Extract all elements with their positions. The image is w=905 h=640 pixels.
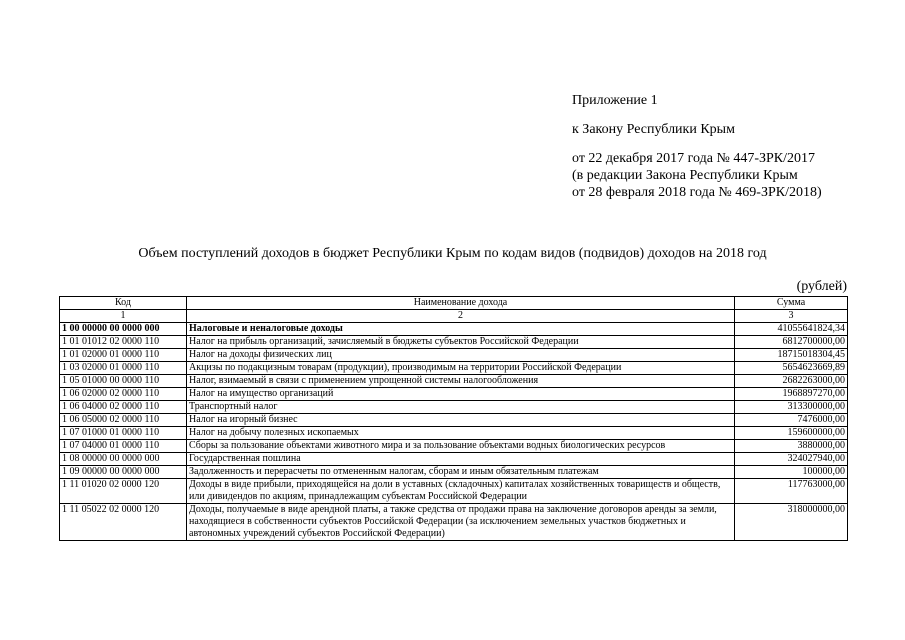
row-sum: 6812700000,00 — [735, 336, 848, 349]
table-row — [60, 336, 848, 349]
row-name: Сборы за пользование объектами животного мира и за пользование объектами водных биологических ресурсов — [187, 440, 735, 453]
row-sum: 1968897270,00 — [735, 388, 848, 401]
row-sum: 41055641824,34 — [735, 323, 848, 336]
document-title: Объем поступлений доходов в бюджет Республики Крым по кодам видов (подвидов) доходов на 2018 год — [138, 246, 767, 261]
row-name: Акцизы по подакцизным товарам (продукции), производимым на территории Российской Федерации — [187, 362, 735, 375]
row-sum: 318000000,00 — [735, 504, 848, 541]
row-sum: 7476000,00 — [735, 414, 848, 427]
row-sum: 100000,00 — [735, 466, 848, 479]
appendix-block — [572, 92, 822, 201]
appendix-edition-date: от 28 февраля 2018 года № 469-ЗРК/2018) — [572, 185, 822, 200]
table-row — [60, 388, 848, 401]
table-row — [60, 362, 848, 375]
row-name: Государственная пошлина — [187, 453, 735, 466]
table-row — [60, 440, 848, 453]
row-code: 1 11 05022 02 0000 120 — [60, 504, 187, 541]
table-row — [60, 427, 848, 440]
table-row — [60, 349, 848, 362]
row-code: 1 03 02000 01 0000 110 — [60, 362, 187, 375]
header-sum: Сумма — [735, 297, 848, 310]
row-code: 1 01 01012 02 0000 110 — [60, 336, 187, 349]
unit-label: (рублей) — [796, 279, 847, 294]
row-sum: 5654623669,89 — [735, 362, 848, 375]
row-name: Налог на прибыль организаций, зачисляемый в бюджеты субъектов Российской Федерации — [187, 336, 735, 349]
row-name: Налог на добычу полезных ископаемых — [187, 427, 735, 440]
row-code: 1 05 01000 00 0000 110 — [60, 375, 187, 388]
table-row — [60, 466, 848, 479]
row-code: 1 11 01020 02 0000 120 — [60, 479, 187, 504]
row-code: 1 07 01000 01 0000 110 — [60, 427, 187, 440]
row-sum: 18715018304,45 — [735, 349, 848, 362]
header-code: Код — [60, 297, 187, 310]
row-code: 1 07 04000 01 0000 110 — [60, 440, 187, 453]
table-row — [60, 401, 848, 414]
header-name: Наименование дохода — [187, 297, 735, 310]
row-sum: 3880000,00 — [735, 440, 848, 453]
row-sum: 2682263000,00 — [735, 375, 848, 388]
row-code: 1 08 00000 00 0000 000 — [60, 453, 187, 466]
row-code: 1 09 00000 00 0000 000 — [60, 466, 187, 479]
table-number-row — [60, 310, 848, 323]
row-code: 1 06 02000 02 0000 110 — [60, 388, 187, 401]
row-name: Задолженность и перерасчеты по отмененным налогам, сборам и иным обязательным платежам — [187, 466, 735, 479]
row-sum: 159600000,00 — [735, 427, 848, 440]
row-name: Доходы в виде прибыли, приходящейся на доли в уставных (складочных) капиталах хозяйственных товариществ и обществ, или дивидендов по акциям, принадлежащим субъектам Российской Федерации — [187, 479, 735, 504]
appendix-law-date: от 22 декабря 2017 года № 447-ЗРК/2017 — [572, 151, 816, 166]
table-row — [60, 453, 848, 466]
row-name: Налог на доходы физических лиц — [187, 349, 735, 362]
table-header-row — [60, 297, 848, 310]
row-name: Транспортный налог — [187, 401, 735, 414]
row-name: Налог на игорный бизнес — [187, 414, 735, 427]
row-code: 1 06 04000 02 0000 110 — [60, 401, 187, 414]
column-number-1: 1 — [60, 310, 187, 323]
appendix-edition: (в редакции Закона Республики Крым — [572, 168, 798, 183]
column-number-2: 2 — [187, 310, 735, 323]
revenue-table — [59, 296, 848, 541]
row-code: 1 00 00000 00 0000 000 — [60, 323, 187, 336]
column-number-3: 3 — [735, 310, 848, 323]
table-row — [60, 479, 848, 504]
row-code: 1 06 05000 02 0000 110 — [60, 414, 187, 427]
table-row — [60, 504, 848, 541]
table-row — [60, 414, 848, 427]
table-row — [60, 375, 848, 388]
row-name: Налог, взимаемый в связи с применением упрощенной системы налогообложения — [187, 375, 735, 388]
row-name: Налоговые и неналоговые доходы — [187, 323, 735, 336]
row-sum: 313300000,00 — [735, 401, 848, 414]
row-name: Доходы, получаемые в виде арендной платы, а также средства от продажи права на заключение договоров аренды за земли, находящиеся в собственности субъектов Российской Федерации (за исключением земельных участков бюджетных и автономных учреждений субъектов Российской Федерации) — [187, 504, 735, 541]
row-sum: 324027940,00 — [735, 453, 848, 466]
row-name: Налог на имущество организаций — [187, 388, 735, 401]
table-row — [60, 323, 848, 336]
row-code: 1 01 02000 01 0000 110 — [60, 349, 187, 362]
appendix-number: Приложение 1 — [572, 93, 658, 108]
appendix-law: к Закону Республики Крым — [572, 122, 735, 137]
row-sum: 117763000,00 — [735, 479, 848, 504]
